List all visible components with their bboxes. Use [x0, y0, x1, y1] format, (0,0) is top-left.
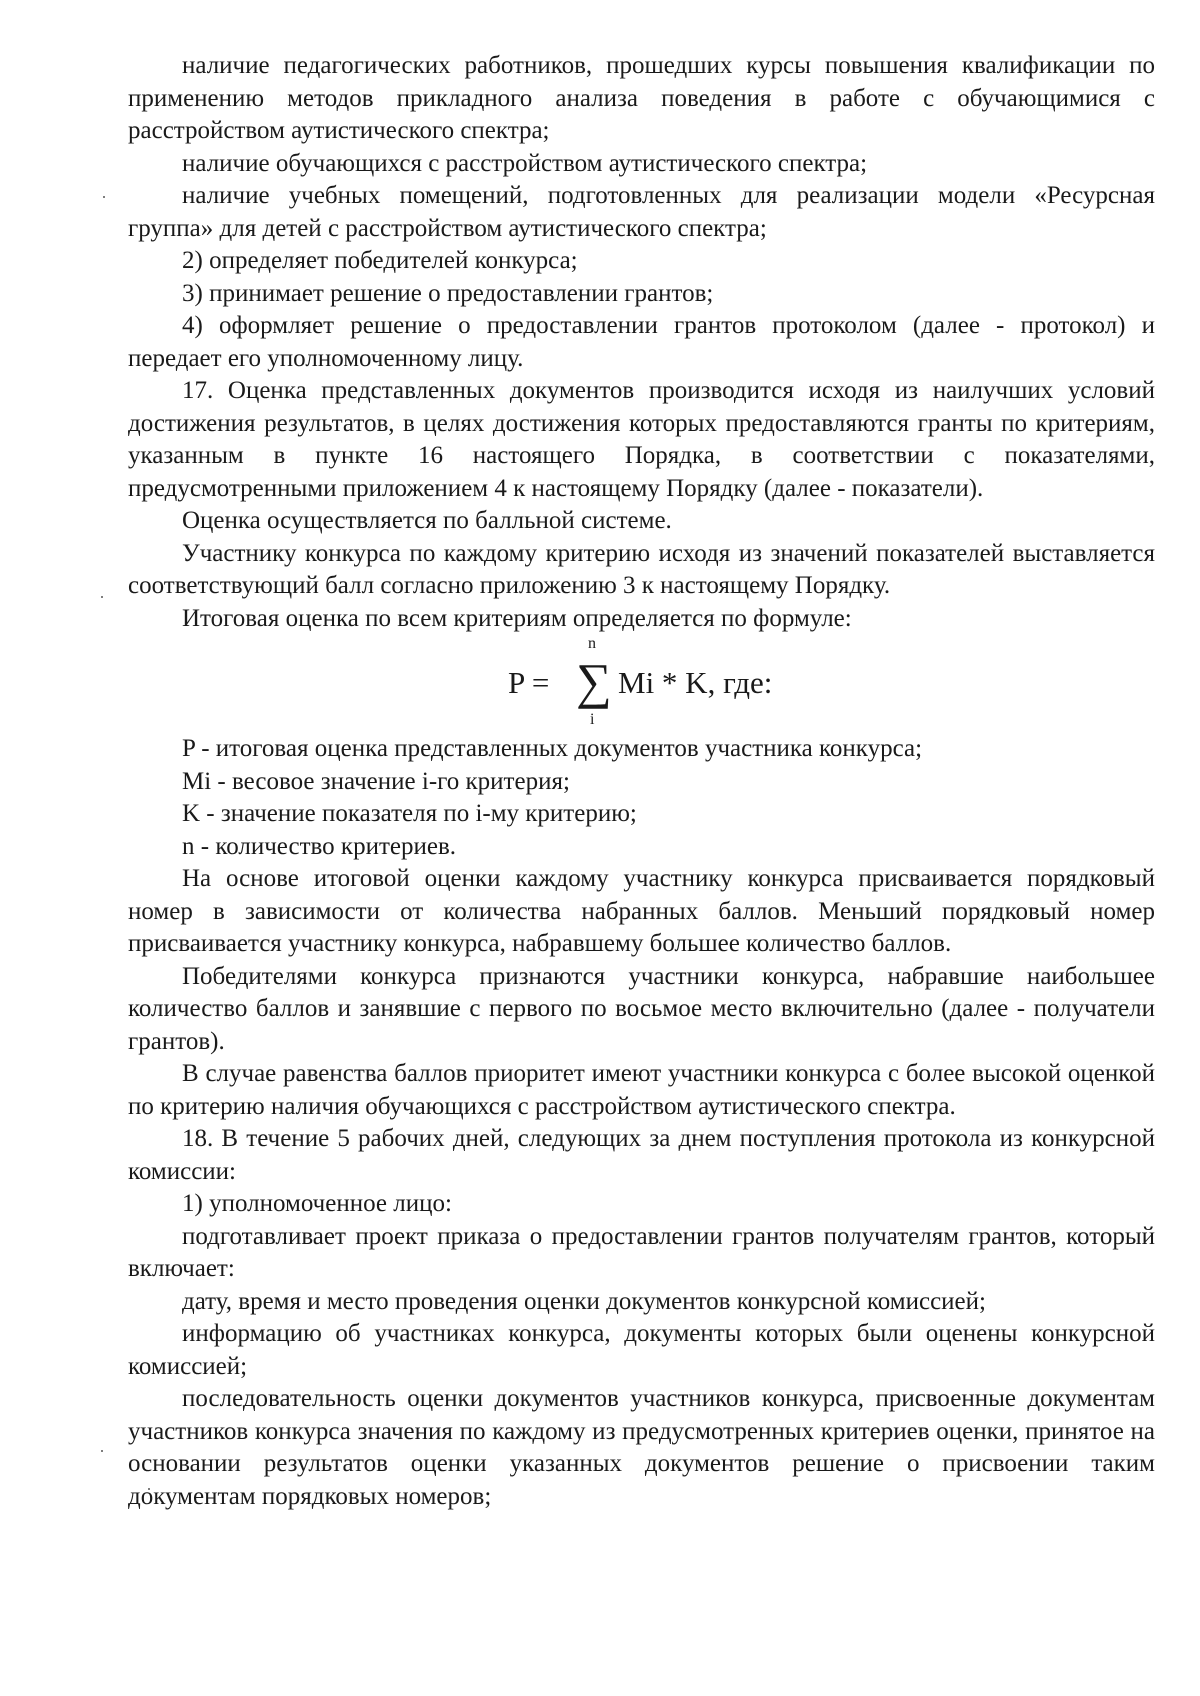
formula-expression [508, 635, 808, 733]
paragraph: наличие обучающихся с расстройством аутистического спектра; [182, 149, 868, 177]
scan-speck [101, 1450, 103, 1452]
paragraph: Победителями конкурса признаются участники конкурса, набравшие наибольшее количество баллов и занявшие с первого по восьмое место включительно (далее - получатели грантов). [128, 962, 1155, 1055]
document-body [128, 50, 1155, 1513]
paragraph: n - количество критериев. [182, 832, 456, 860]
formula-lower-limit: i [590, 711, 595, 728]
paragraph: P - итоговая оценка представленных документов участника конкурса; [182, 735, 923, 762]
score-formula [128, 635, 1155, 733]
paragraph: 18. В течение 5 рабочих дней, следующих за днем поступления протокола из конкурсной комиссии: [128, 1125, 1155, 1185]
paragraph: 2) определяет победителей конкурса; [182, 247, 578, 274]
paragraph: 17. Оценка представленных документов производится исходя из наилучших условий достижения результатов, в целях достижения которых предоставляются гранты по критериям, указанным в пункте 16 настоящего Порядка, в соответствии с показателями, предусмотренными приложением 4 к настоящему Порядку (далее - показатели). [128, 377, 1155, 502]
sigma-symbol: ∑ [576, 653, 612, 709]
paragraph: информацию об участниках конкурса, документы которых были оценены конкурсной комиссией; [128, 1320, 1155, 1380]
paragraph: На основе итоговой оценки каждому участнику конкурса присваивается порядковый номер в зависимости от количества набранных баллов. Меньший порядковый номер присваивается участнику конкурса, набравшему большее количество баллов. [128, 865, 1155, 957]
paragraph: наличие учебных помещений, подготовленных для реализации модели «Ресурсная группа» для детей с расстройством аутистического спектра; [128, 182, 1155, 242]
scan-speck [101, 596, 103, 598]
paragraph: Участнику конкурса по каждому критерию исходя из значений показателей выставляется соответствующий балл согласно приложению 3 к настоящему Порядку. [128, 539, 1155, 599]
scan-speck [103, 196, 105, 198]
formula-upper-limit: n [588, 635, 596, 652]
paragraph: 1) уполномоченное лицо: [182, 1190, 452, 1217]
paragraph: 3) принимает решение о предоставлении грантов; [182, 279, 714, 307]
paragraph: последовательность оценки документов участников конкурса, присвоенные документам участников конкурса значения по каждому из предусмотренных критериев оценки, принятое на основании результатов оценки указанных документов решение о присвоении таким документам порядковых номеров; [128, 1385, 1155, 1510]
paragraph: Mi - весовое значение i-го критерия; [182, 767, 570, 795]
paragraph: В случае равенства баллов приоритет имеют участники конкурса с более высокой оценкой по критерию наличия обучающихся с расстройством аутистического спектра. [128, 1060, 1155, 1120]
formula-lhs: P = [508, 665, 550, 700]
paragraph: наличие педагогических работников, прошедших курсы повышения квалификации по применению методов прикладного анализа поведения в работе с обучающимися с расстройством аутистического спектра; [128, 52, 1155, 144]
paragraph: K - значение показателя по i-му критерию; [182, 800, 637, 827]
formula-rhs: Mi * K, где: [618, 665, 773, 700]
paragraph: Итоговая оценка по всем критериям определяется по формуле: [182, 604, 852, 632]
paragraph: дату, время и место проведения оценки документов конкурсной комиссией; [182, 1287, 986, 1315]
paragraph: 4) оформляет решение о предоставлении грантов протоколом (далее - протокол) и передает его уполномоченному лицу. [128, 312, 1155, 372]
paragraph: Оценка осуществляется по балльной системе. [182, 507, 672, 534]
paragraph: подготавливает проект приказа о предоставлении грантов получателям грантов, который включает: [128, 1222, 1155, 1282]
